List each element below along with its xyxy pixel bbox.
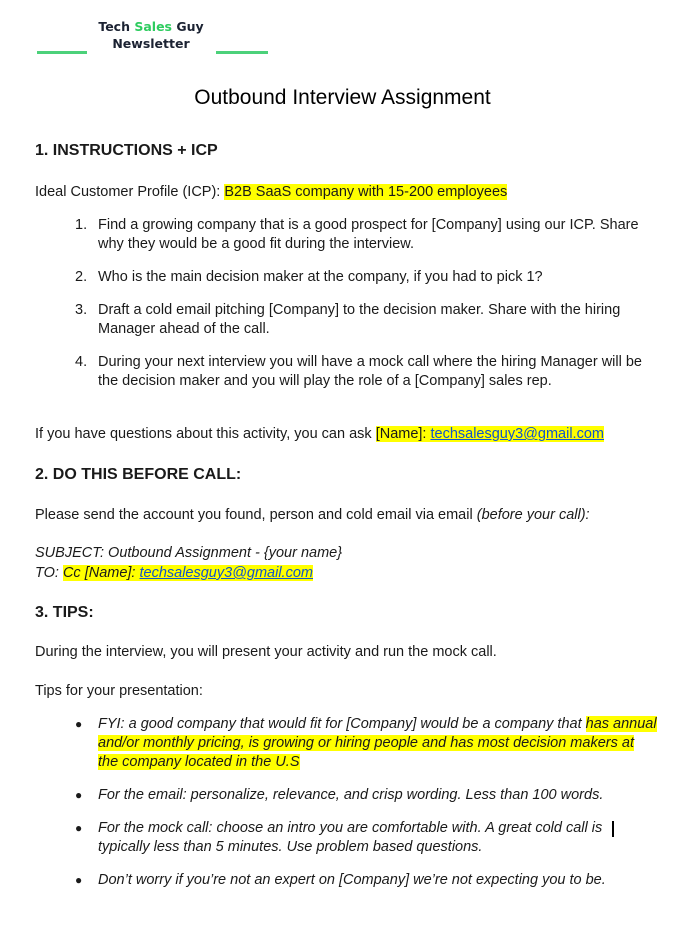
logo-divider-left xyxy=(37,51,87,54)
list-text: Who is the main decision maker at the company, if you had to pick 1? xyxy=(98,269,543,285)
logo-word-guy: Guy xyxy=(171,19,204,34)
list-text xyxy=(98,715,658,772)
email-to-line xyxy=(35,564,313,583)
bullet-icon: ● xyxy=(75,821,83,835)
logo-text xyxy=(95,18,207,52)
logo-word-sales: Sales xyxy=(134,19,172,34)
bullet-icon: ● xyxy=(75,788,83,802)
icp-value: B2B SaaS company with 15-200 employees xyxy=(224,184,508,200)
send-instruction-note: (before your call): xyxy=(476,507,590,523)
list-text: Don’t worry if you’re not an expert on [Company] we’re not expecting you to be. xyxy=(98,872,606,888)
list-text: During your next interview you will have a mock call where the hiring Manager will be the decision maker and you will play the role of a [Company] sales rep. xyxy=(98,354,642,389)
send-instruction-text: Please send the account you found, person and cold email via email xyxy=(35,507,477,523)
list-text: Draft a cold email pitching [Company] to the decision maker. Share with the hiring Manager ahead of the call. xyxy=(98,302,621,337)
document-title: Outbound Interview Assignment xyxy=(194,86,491,109)
section-1-heading: 1. INSTRUCTIONS + ICP xyxy=(35,142,218,159)
contact-name: [Name]: xyxy=(375,426,431,442)
tips-intro: During the interview, you will present your activity and run the mock call. xyxy=(35,644,497,660)
logo-word-newsletter: Newsletter xyxy=(112,36,190,51)
tip-highlight: has annual and/or monthly pricing, is growing or hiring people and has most decision makers at the company located in the U.S xyxy=(98,716,657,770)
list-number: 2. xyxy=(75,269,88,285)
bullet-icon: ● xyxy=(75,873,83,887)
to-name: Cc [Name]: xyxy=(62,565,140,581)
list-number: 1. xyxy=(75,217,88,233)
text-cursor xyxy=(611,821,614,840)
send-instruction xyxy=(35,506,590,525)
logo-word-tech: Tech xyxy=(98,19,135,34)
list-text: For the mock call: choose an intro you are comfortable with. A great cold call is typically less than 5 minutes. Use problem based questions. xyxy=(98,820,603,855)
icp-label: Ideal Customer Profile (ICP): xyxy=(35,184,225,200)
newsletter-logo xyxy=(0,18,300,58)
list-text: For the email: personalize, relevance, and crisp wording. Less than 100 words. xyxy=(98,787,604,803)
section-3-heading: 3. TIPS: xyxy=(35,604,94,621)
list-number: 3. xyxy=(75,302,88,318)
list-text: Find a growing company that is a good prospect for [Company] using our ICP. Share why they would be a good fit during the interview. xyxy=(98,217,639,252)
questions-paragraph xyxy=(35,425,604,444)
tip-text: FYI: a good company that would fit for [Company] would be a company that xyxy=(98,716,586,732)
bullet-icon: ● xyxy=(75,717,83,731)
list-number: 4. xyxy=(75,354,88,370)
to-email-link[interactable]: techsalesguy3@gmail.com xyxy=(139,565,313,581)
section-2-heading: 2. DO THIS BEFORE CALL: xyxy=(35,466,242,483)
icp-paragraph xyxy=(35,183,507,202)
to-label: TO: xyxy=(35,565,63,581)
contact-email-link[interactable]: techsalesguy3@gmail.com xyxy=(430,426,604,442)
tips-label: Tips for your presentation: xyxy=(35,683,203,699)
email-subject-line: SUBJECT: Outbound Assignment - {your name} xyxy=(35,545,343,561)
logo-divider-right xyxy=(216,51,268,54)
questions-text: If you have questions about this activity, you can ask xyxy=(35,426,376,442)
